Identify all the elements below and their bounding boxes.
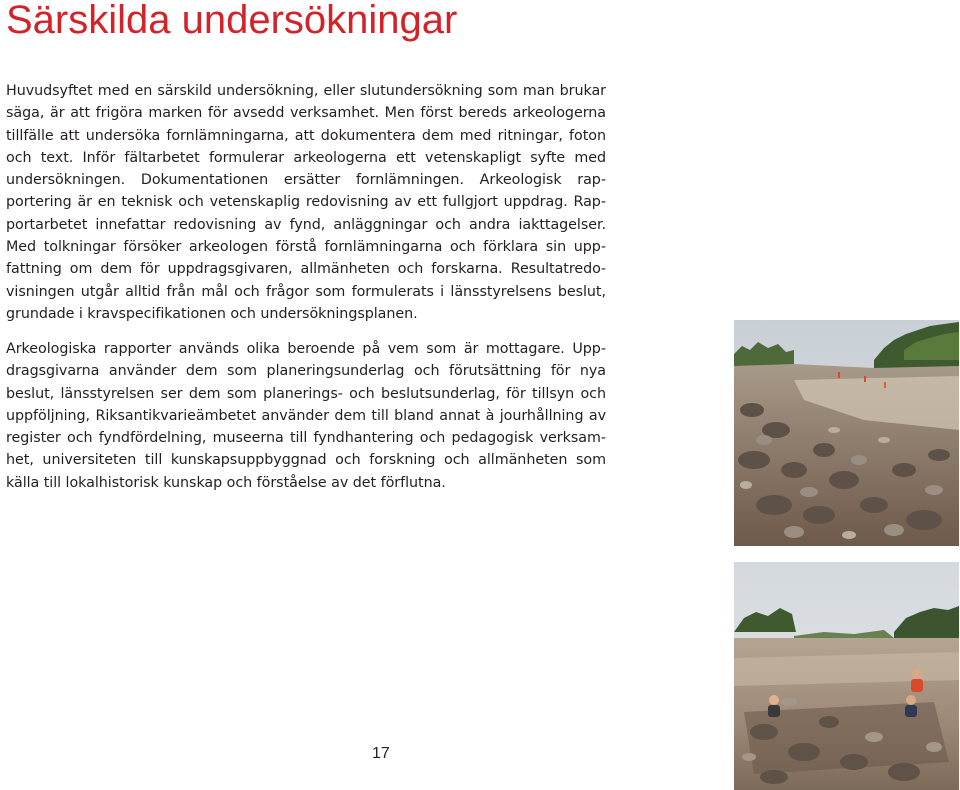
excavation-field-image (734, 320, 959, 546)
paragraph-intro: Huvudsyftet med en särskild undersökning, eller slutundersökning som man brukar säga, är att frigöra marken för avsedd verksamhet. Men först bereds arkeologerna tillfälle att undersöka fornlämningarna, att dokumentera dem med ritningar, foton och text. Inför fältarbetet formulerar arkeologerna ett vetenskapligt syfte med undersökningen. Dokumentationen ersätter fornlämningen. Arkeologisk rapportering är en teknisk och vetenskaplig redovisning av ett fullgjort uppdrag. Rapportarbetet innefattar redovisning av fynd, anläggningar och andra iakttagelser. Med tolkningar försöker arkeologen förstå fornlämningarna och förklara sin uppfattning om dem för uppdragsgivaren, allmänheten och forskarna. Resultatredovisningen utgår alltid från mål och frågor som formulerats i länsstyrelsens beslut, grundade i kravspecifikationen och undersökningsplanen. (6, 83, 606, 322)
page-title: Särskilda undersökningar (6, 0, 458, 42)
paragraph-report-usage: Arkeologiska rapporter används olika beroende på vem som är mottagare. Uppdragsgivarna använder dem som planeringsunderlag och förutsättning för nya beslut, länsstyrelsen ser dem som planerings- och beslutsunderlag, för tillsyn och uppföljning, Riksantikvarieämbetet använder dem till bland annat à jourhållning av register och fyndfördelning, museerna till fyndhantering och pedagogisk verksamhet, universiteten till kunskapsuppbyggnad och forskning och allmänheten som källa till lokalhistorisk kunskap och förståelse av det förflutna. (6, 341, 606, 491)
excavation-photo-field (734, 320, 959, 546)
page-number: 17 (372, 745, 390, 762)
excavation-workers-image (734, 562, 959, 790)
excavation-photo-workers (734, 562, 959, 790)
